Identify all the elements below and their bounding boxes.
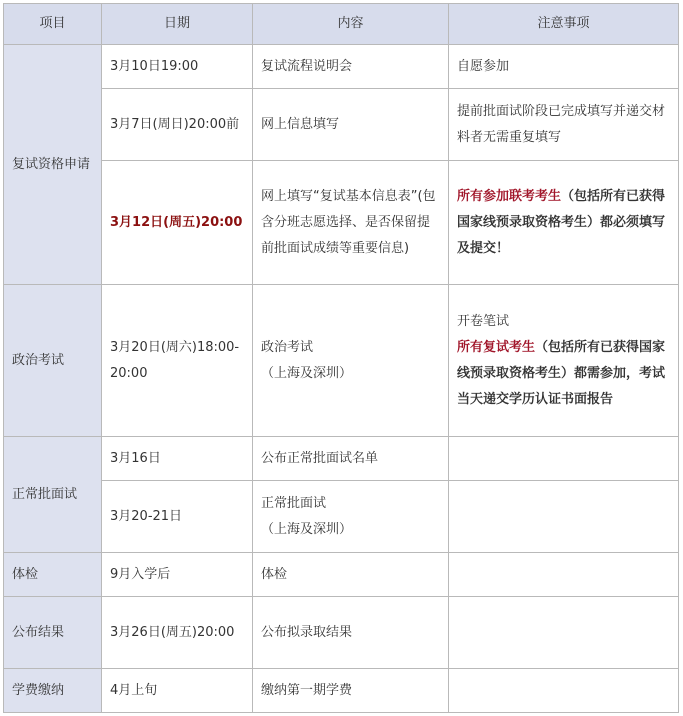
content-cell <box>253 481 449 553</box>
note-cell: 自愿参加 <box>449 45 679 89</box>
table-row <box>4 161 679 285</box>
content-line: 政治考试 <box>261 339 314 355</box>
header-item: 项目 <box>4 4 102 45</box>
content-cell: 公布正常批面试名单 <box>253 437 449 481</box>
date-cell: 3月20-21日 <box>102 481 253 553</box>
table-row <box>4 285 679 437</box>
note-cell <box>449 285 679 437</box>
note-bold-text: （包括所有已获得国家线预录取资格考生）都必须填写及提交！ <box>457 188 666 256</box>
schedule-table <box>3 3 679 713</box>
group-regular-interview: 正常批面试 <box>4 437 102 553</box>
content-line: 正常批面试 <box>261 495 327 511</box>
content-line: （上海及深圳） <box>261 365 353 381</box>
date-highlight: 3月12日(周五)20:00 <box>110 214 243 230</box>
header-date: 日期 <box>102 4 253 45</box>
table-row <box>4 45 679 89</box>
group-publish-results: 公布结果 <box>4 597 102 669</box>
header-content: 内容 <box>253 4 449 45</box>
group-politics-exam: 政治考试 <box>4 285 102 437</box>
content-cell: 复试流程说明会 <box>253 45 449 89</box>
table-row <box>4 437 679 481</box>
note-bold-text: （包括所有已获得国家线预录取资格考生）都需参加，考试当天递交学历认证书面报告 <box>457 339 666 407</box>
note-cell <box>449 437 679 481</box>
note-cell <box>449 669 679 713</box>
note-cell <box>449 553 679 597</box>
table-row <box>4 669 679 713</box>
content-cell: 公布拟录取结果 <box>253 597 449 669</box>
date-cell: 3月26日(周五)20:00 <box>102 597 253 669</box>
table-row <box>4 597 679 669</box>
date-cell <box>102 161 253 285</box>
date-cell: 3月10日19:00 <box>102 45 253 89</box>
table-row <box>4 553 679 597</box>
note-line: 开卷笔试 <box>457 313 510 329</box>
group-tuition-payment: 学费缴纳 <box>4 669 102 713</box>
date-cell: 9月入学后 <box>102 553 253 597</box>
note-cell <box>449 161 679 285</box>
content-cell <box>253 285 449 437</box>
date-cell: 4月上旬 <box>102 669 253 713</box>
content-cell: 缴纳第一期学费 <box>253 669 449 713</box>
note-highlight: 所有复试考生 <box>457 339 536 355</box>
note-cell <box>449 597 679 669</box>
note-cell: 提前批面试阶段已完成填写并递交材料者无需重复填写 <box>449 89 679 161</box>
table-header-row <box>4 4 679 45</box>
note-cell <box>449 481 679 553</box>
content-cell: 体检 <box>253 553 449 597</box>
note-highlight: 所有参加联考考生 <box>457 188 562 204</box>
header-notes: 注意事项 <box>449 4 679 45</box>
content-cell: 网上填写“复试基本信息表”(包含分班志愿选择、是否保留提前批面试成绩等重要信息) <box>253 161 449 285</box>
group-reexam-application: 复试资格申请 <box>4 45 102 285</box>
date-cell: 3月7日(周日)20:00前 <box>102 89 253 161</box>
date-cell: 3月16日 <box>102 437 253 481</box>
table-row <box>4 89 679 161</box>
content-cell: 网上信息填写 <box>253 89 449 161</box>
content-line: （上海及深圳） <box>261 521 353 537</box>
table-row <box>4 481 679 553</box>
date-cell: 3月20日(周六)18:00-20:00 <box>102 285 253 437</box>
group-physical-exam: 体检 <box>4 553 102 597</box>
